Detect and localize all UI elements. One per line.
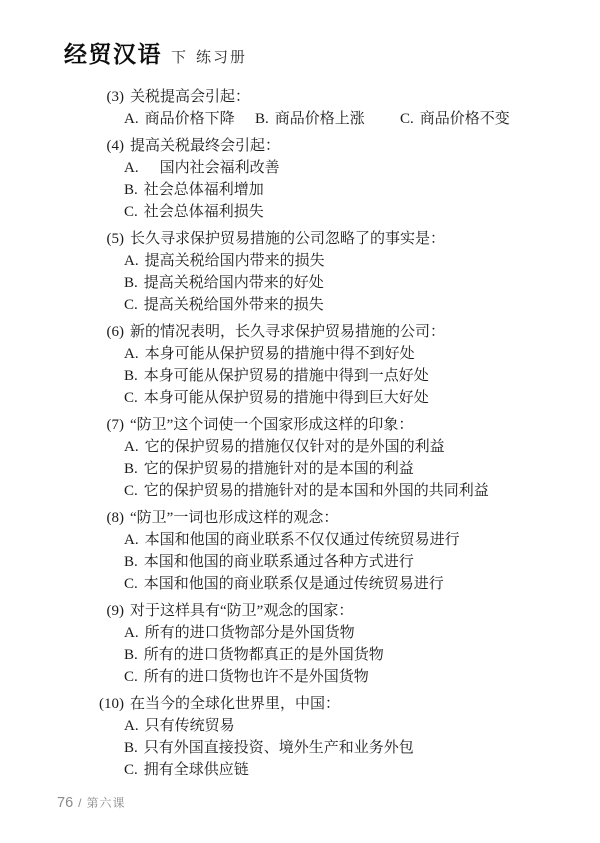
option-text: 商品价格不变 [419,111,510,127]
option-text: 本国和他国的商业联系通过各种方式进行 [143,554,414,570]
option-c [124,201,564,223]
question-text: 对于这样具有“防卫”观念的国家： [130,603,354,619]
option-b [124,179,564,201]
option-label: B. [124,461,138,477]
option-label: C. [124,483,138,499]
book-volume: 下 [171,50,187,66]
option-c [124,573,564,595]
option-a [124,529,564,551]
option-label: C. [124,762,138,778]
option-c [124,480,564,502]
lesson-label: 第六课 [86,796,126,810]
book-title: 经贸汉语 [64,41,162,67]
option-a [124,343,564,365]
option-label: A. [124,253,139,269]
option-text: 它的保护贸易的措施仅仅针对的是外国的利益 [144,439,445,455]
question-text: “防卫”这个词使一个国家形成这样的印象： [130,417,414,433]
option-b [255,108,400,130]
question-stem [84,135,564,157]
option-a [124,108,255,130]
question-number: (4) [106,138,124,154]
option-text: 国内社会福利改善 [144,160,280,176]
footer-separator: / [78,796,82,810]
option-text: 社会总体福利增加 [143,182,264,198]
option-label: B. [124,368,138,384]
question-options [124,622,564,688]
question-options [124,436,564,502]
question-3 [84,86,564,130]
option-text: 提高关税给国外带来的损失 [143,297,324,313]
option-label: C. [124,576,138,592]
option-b [124,458,564,480]
option-text: 本身可能从保护贸易的措施中得不到好处 [144,346,415,362]
option-b [124,737,564,759]
option-label: B. [124,647,138,663]
option-text: 所有的进口货物都真正的是外国货物 [143,647,384,663]
question-options [124,529,564,595]
option-label: B. [124,275,138,291]
option-text: 拥有全球供应链 [143,762,249,778]
option-label: A. [124,718,139,734]
option-label: C. [124,297,138,313]
option-text: 所有的进口货物也许不是外国货物 [143,669,369,685]
question-9 [84,600,564,688]
question-options [124,108,564,130]
question-list [84,86,564,786]
question-text: 关税提高会引起： [130,89,251,105]
question-6 [84,321,564,409]
option-b [124,272,564,294]
option-text: 商品价格上涨 [274,111,365,127]
option-b [124,365,564,387]
question-options [124,157,564,223]
option-text: 社会总体福利损失 [143,204,264,220]
question-number: (10) [99,696,124,712]
option-c [124,759,564,781]
option-c [124,666,564,688]
question-number: (9) [106,603,124,619]
option-text: 本身可能从保护贸易的措施中得到一点好处 [143,368,429,384]
option-a [124,715,564,737]
option-text: 商品价格下降 [144,111,235,127]
option-label: C. [124,204,138,220]
page-number: 76 [57,795,74,811]
option-label: B. [124,182,138,198]
option-label: C. [124,390,138,406]
question-text: 新的情况表明，长久寻求保护贸易措施的公司： [130,324,446,340]
page-header [64,36,247,69]
option-text: 它的保护贸易的措施针对的是本国的利益 [143,461,414,477]
question-7 [84,414,564,502]
question-stem [84,693,564,715]
option-b [124,551,564,573]
question-text: 在当今的全球化世界里，中国： [130,696,341,712]
question-stem [84,507,564,529]
option-label: B. [255,111,269,127]
option-label: A. [124,346,139,362]
option-a [124,622,564,644]
question-stem [84,414,564,436]
question-number: (8) [106,510,124,526]
option-label: C. [124,669,138,685]
option-c [124,294,564,316]
option-label: A. [124,625,139,641]
option-a [124,436,564,458]
question-8 [84,507,564,595]
option-text: 它的保护贸易的措施针对的是本国和外国的共同利益 [143,483,489,499]
question-stem [84,321,564,343]
question-text: “防卫”一词也形成这样的观念： [130,510,339,526]
option-text: 只有外国直接投资、境外生产和业务外包 [143,740,414,756]
question-text: 长久寻求保护贸易措施的公司忽略了的事实是： [130,231,446,247]
option-label: A. [124,532,139,548]
question-text: 提高关税最终会引起： [130,138,281,154]
question-stem [84,600,564,622]
question-number: (6) [106,324,124,340]
option-text: 本国和他国的商业联系不仅仅通过传统贸易进行 [144,532,460,548]
question-4 [84,135,564,223]
option-text: 本身可能从保护贸易的措施中得到巨大好处 [143,390,429,406]
option-text: 提高关税给国内带来的损失 [144,253,325,269]
option-label: B. [124,554,138,570]
option-c [400,108,510,130]
option-label: A. [124,160,139,176]
question-number: (3) [106,89,124,105]
page-footer [57,794,126,811]
option-label: B. [124,740,138,756]
question-10 [84,693,564,781]
question-options [124,715,564,781]
option-label: A. [124,111,139,127]
option-label: A. [124,439,139,455]
question-stem [84,228,564,250]
option-text: 只有传统贸易 [144,718,235,734]
option-text: 所有的进口货物部分是外国货物 [144,625,355,641]
question-options [124,343,564,409]
option-label: C. [400,111,414,127]
book-subtitle: 练习册 [196,50,248,66]
question-number: (5) [106,231,124,247]
question-options [124,250,564,316]
option-a [124,157,564,179]
question-5 [84,228,564,316]
question-stem [84,86,564,108]
option-text: 提高关税给国内带来的好处 [143,275,324,291]
option-text: 本国和他国的商业联系仅是通过传统贸易进行 [143,576,444,592]
option-c [124,387,564,409]
option-a [124,250,564,272]
question-number: (7) [106,417,124,433]
option-b [124,644,564,666]
